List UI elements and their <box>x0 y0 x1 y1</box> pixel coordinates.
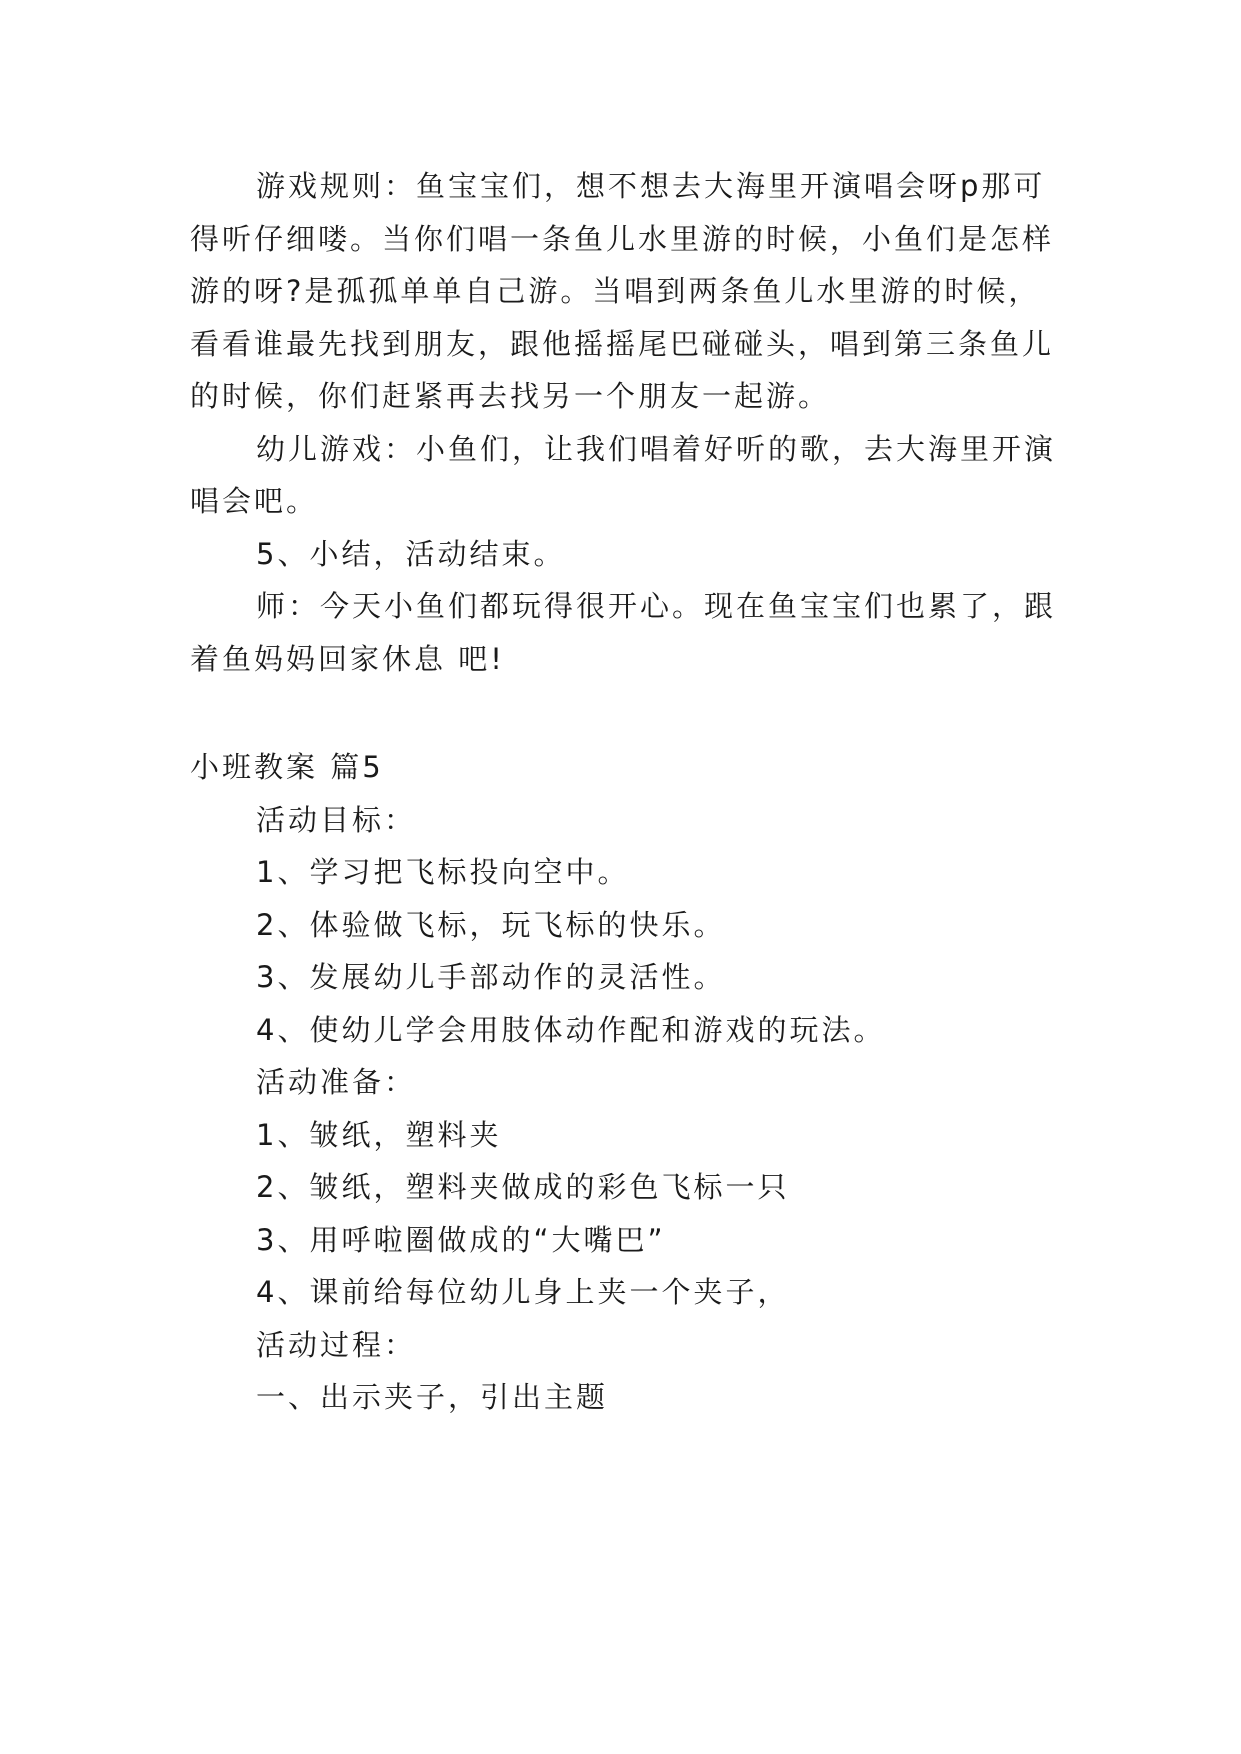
paragraph-children-game: 幼儿游戏：小鱼们，让我们唱着好听的歌，去大海里开演唱会吧。 <box>190 431 1057 518</box>
preparation-item: 3、用呼啦圈做成的“大嘴巴” <box>256 1222 666 1257</box>
goal-item: 2、体验做飞标，玩飞标的快乐。 <box>256 907 726 942</box>
section-heading: 小班教案 篇5 <box>190 750 384 784</box>
paragraph-teacher-closing: 师：今天小鱼们都玩得很开心。现在鱼宝宝们也累了，跟着鱼妈妈回家休息 吧! <box>190 589 1057 676</box>
goal-item: 3、发展幼儿手部动作的灵活性。 <box>256 960 726 994</box>
activity-preparation-heading: 活动准备： <box>256 1065 417 1099</box>
document-body <box>190 160 1070 1424</box>
preparation-item: 4、课前给每位幼儿身上夹一个夹子， <box>256 1275 790 1309</box>
paragraph-game-rules: 游戏规则：鱼宝宝们，想不想去大海里开演唱会呀p那可得听仔细喽。当你们唱一条鱼儿水里游的时候，小鱼们是怎样游的呀?是孤孤单单自己游。当唱到两条鱼儿水里游的时候，看看谁最先找到朋友，跟他摇摇尾巴碰碰头，唱到第三条鱼儿的时候，你们赶紧再去找另一个朋友一起游。 <box>190 169 1055 413</box>
activity-process-heading: 活动过程： <box>256 1327 417 1362</box>
paragraph-summary: 5、小结，活动结束。 <box>256 536 566 571</box>
goal-item: 1、学习把飞标投向空中。 <box>256 855 630 889</box>
preparation-item: 1、皱纸，塑料夹 <box>256 1117 502 1152</box>
process-step: 一、出示夹子，引出主题 <box>256 1380 609 1414</box>
activity-goals-heading: 活动目标： <box>256 802 417 837</box>
goal-item: 4、使幼儿学会用肢体动作配和游戏的玩法。 <box>256 1012 886 1047</box>
preparation-item: 2、皱纸，塑料夹做成的彩色飞标一只 <box>256 1170 790 1204</box>
